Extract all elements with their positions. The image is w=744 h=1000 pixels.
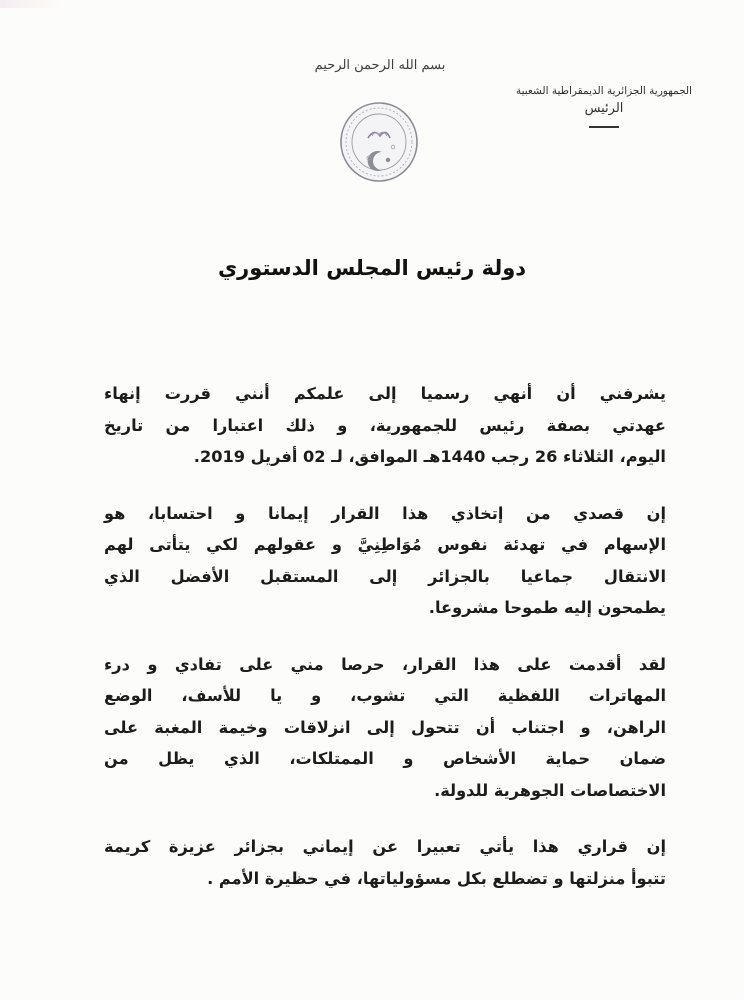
paragraph-4 <box>104 831 694 894</box>
body-line: إن قراري هذا يأتي تعبيرا عن إيماني بجزائر عزيزة كريمة <box>104 837 666 856</box>
paragraph-3 <box>104 649 694 807</box>
body-line: يطمحون إليه طموحا مشروعا. <box>428 598 666 617</box>
body-line: تتبوأ منزلتها و تضطلع بكل مسؤولياتها، في حظيرة الأمم . <box>207 868 666 888</box>
body-line: الانتقال جماعيا بالجزائر إلى المستقبل الأفضل الذي <box>104 566 666 586</box>
body-line: عهدتي بصفة رئيس للجمهورية، و ذلك اعتبارا من تاريخ <box>104 415 666 435</box>
letterhead <box>504 85 704 128</box>
letterhead-rule <box>589 126 619 128</box>
letterhead-office: الرئيس <box>584 101 624 116</box>
scan-edge-tint <box>0 0 60 8</box>
body-line: المهاترات اللفظية التي تشوب، و يا للأسف، الوضع <box>104 686 666 705</box>
seal-icon <box>338 100 420 184</box>
body-line: لقد أقدمت على هذا القرار، حرصا مني على تفادي و درء <box>104 654 666 674</box>
body-line: الاختصاصات الجوهرية للدولة. <box>434 780 666 800</box>
body-line: الراهن، و اجتناب أن تتحول إلى انزلاقات وخيمة المغبة على <box>104 717 666 737</box>
body-line: اليوم، الثلاثاء 26 رجب 1440هـ الموافق، لـ 02 أفريل 2019. <box>193 447 666 466</box>
body-line: يشرفني أن أنهي رسميا إلى علمكم أنني قررت إنهاء <box>104 384 666 403</box>
letter-body <box>104 378 694 919</box>
paragraph-2 <box>104 498 694 624</box>
body-line: ضمان حماية الأشخاص و الممتلكات، الذي يظل من <box>104 749 666 768</box>
basmala: بسم الله الرحمن الرحيم <box>314 58 446 73</box>
paragraph-1 <box>104 378 694 473</box>
document-title: دولة رئيس المجلس الدستوري <box>217 256 527 280</box>
letterhead-org: الجمهورية الجزائرية الديمقراطية الشعبية <box>515 85 693 97</box>
body-line: الإسهام في تهدئة نفوس مُوَاطِنِيَّ و عقولهم لكي يتأتى لهم <box>104 535 666 554</box>
body-line: إن قصدي من إتخاذي هذا القرار إيمانا و احتسابا، هو <box>104 503 666 523</box>
